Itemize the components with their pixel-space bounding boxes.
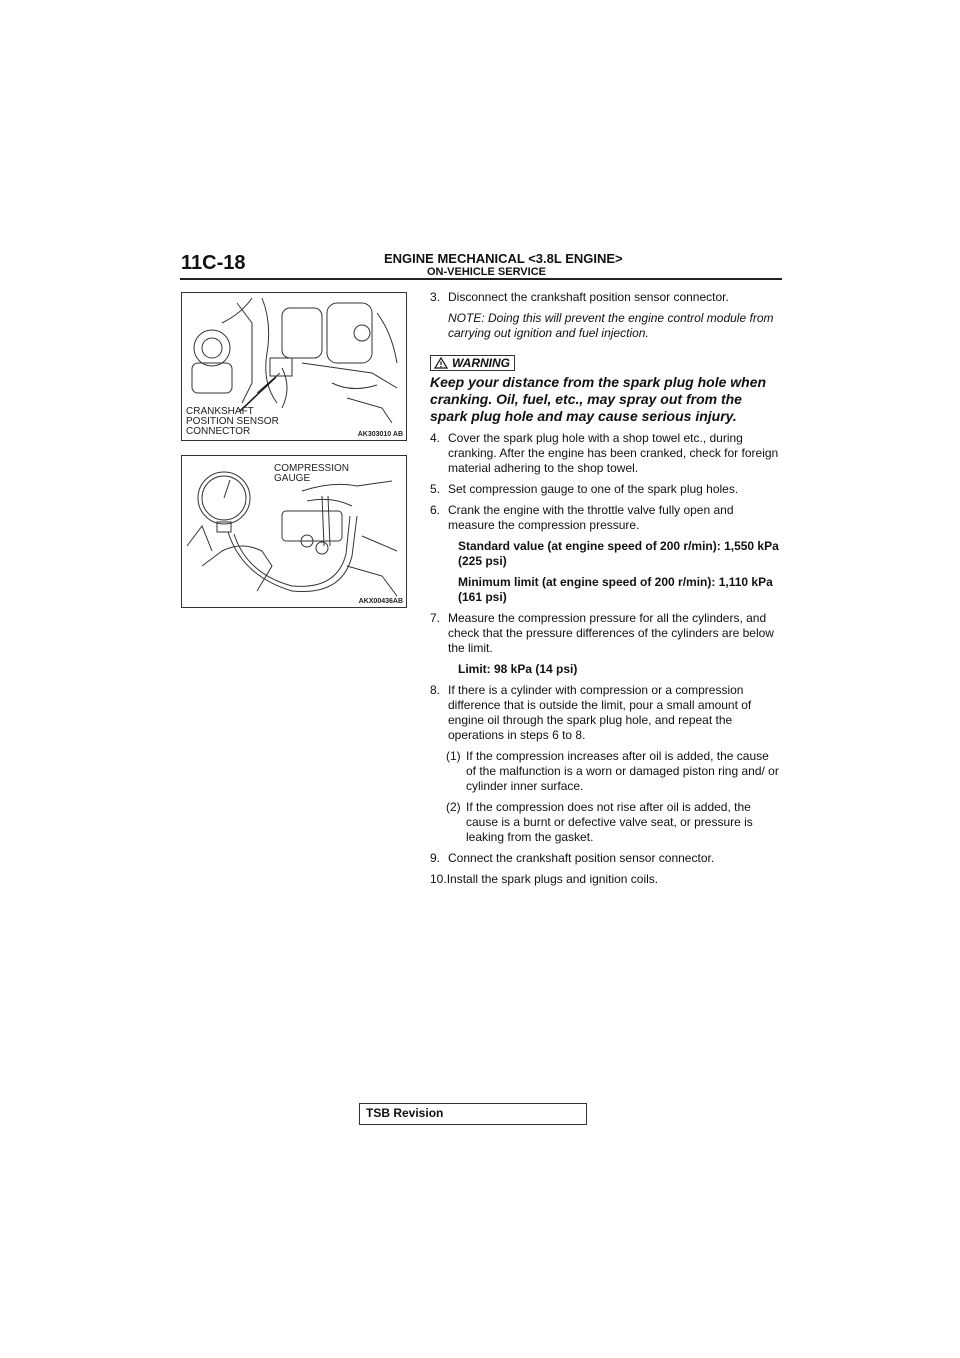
step-3: 3. Disconnect the crankshaft position sensor connector. (430, 290, 729, 304)
step-8: 8. If there is a cylinder with compression or a compression difference that is outside the limit, pour a small amount of engine oil through the spark plug hole, and repeat the operations in steps 6 to 8. (430, 683, 752, 742)
substep-2: (2) If the compression does not rise after oil is added, the cause is a burnt or defective valve seat, or pressure is leaking from the gasket. (446, 800, 753, 844)
figure-compression-gauge (181, 455, 407, 608)
procedure-column (430, 290, 782, 893)
figure-label: CRANKSHAFT POSITION SENSOR CONNECTOR (186, 406, 279, 437)
page-number: 11C-18 (181, 252, 246, 274)
warning-text: Keep your distance from the spark plug hole when cranking. Oil, fuel, etc., may spray out from the spark plug hole and may cause serious injury. (430, 374, 767, 424)
step-4: 4. Cover the spark plug hole with a shop towel etc., during cranking. After the engine has been cranked, check for foreign material adhering to the shop towel. (430, 431, 779, 475)
header-rule (180, 278, 782, 280)
substep-1: (1) If the compression increases after oil is added, the cause of the malfunction is a worn or damaged piston ring and/ or cylinder inner surface. (446, 749, 779, 793)
spec-standard-value: Standard value (at engine speed of 200 r/min): 1,550 kPa (225 psi) (458, 539, 779, 568)
tsb-revision-label: TSB Revision (366, 1106, 444, 1120)
note: NOTE: Doing this will prevent the engine control module from carrying out ignition and fuel injection. (448, 311, 774, 340)
tsb-revision-box (359, 1103, 587, 1125)
step-5: 5. Set compression gauge to one of the spark plug holes. (430, 482, 739, 496)
warning-badge: WARNING (430, 355, 515, 371)
step-6: 6. Crank the engine with the throttle valve fully open and measure the compression pressure. (430, 503, 734, 532)
section-subtitle: ON-VEHICLE SERVICE (427, 266, 546, 278)
spec-minimum-limit: Minimum limit (at engine speed of 200 r/min): 1,110 kPa (161 psi) (458, 575, 773, 604)
figure-crankshaft-sensor (181, 292, 407, 441)
step-7: 7. Measure the compression pressure for all the cylinders, and check that the pressure differences of the cylinders are below the limit. (430, 611, 774, 655)
spec-limit: Limit: 98 kPa (14 psi) (458, 662, 578, 676)
step-10: 10.Install the spark plugs and ignition coils. (430, 872, 659, 886)
figure-label: COMPRESSION GAUGE (274, 463, 350, 484)
step-9: 9. Connect the crankshaft position sensor connector. (430, 851, 715, 865)
figure-id: AKX00436AB (358, 598, 403, 605)
warning-triangle-icon (434, 357, 448, 369)
section-title: ENGINE MECHANICAL <3.8L ENGINE> (384, 251, 623, 266)
figure-id: AK303010 AB (357, 431, 403, 438)
